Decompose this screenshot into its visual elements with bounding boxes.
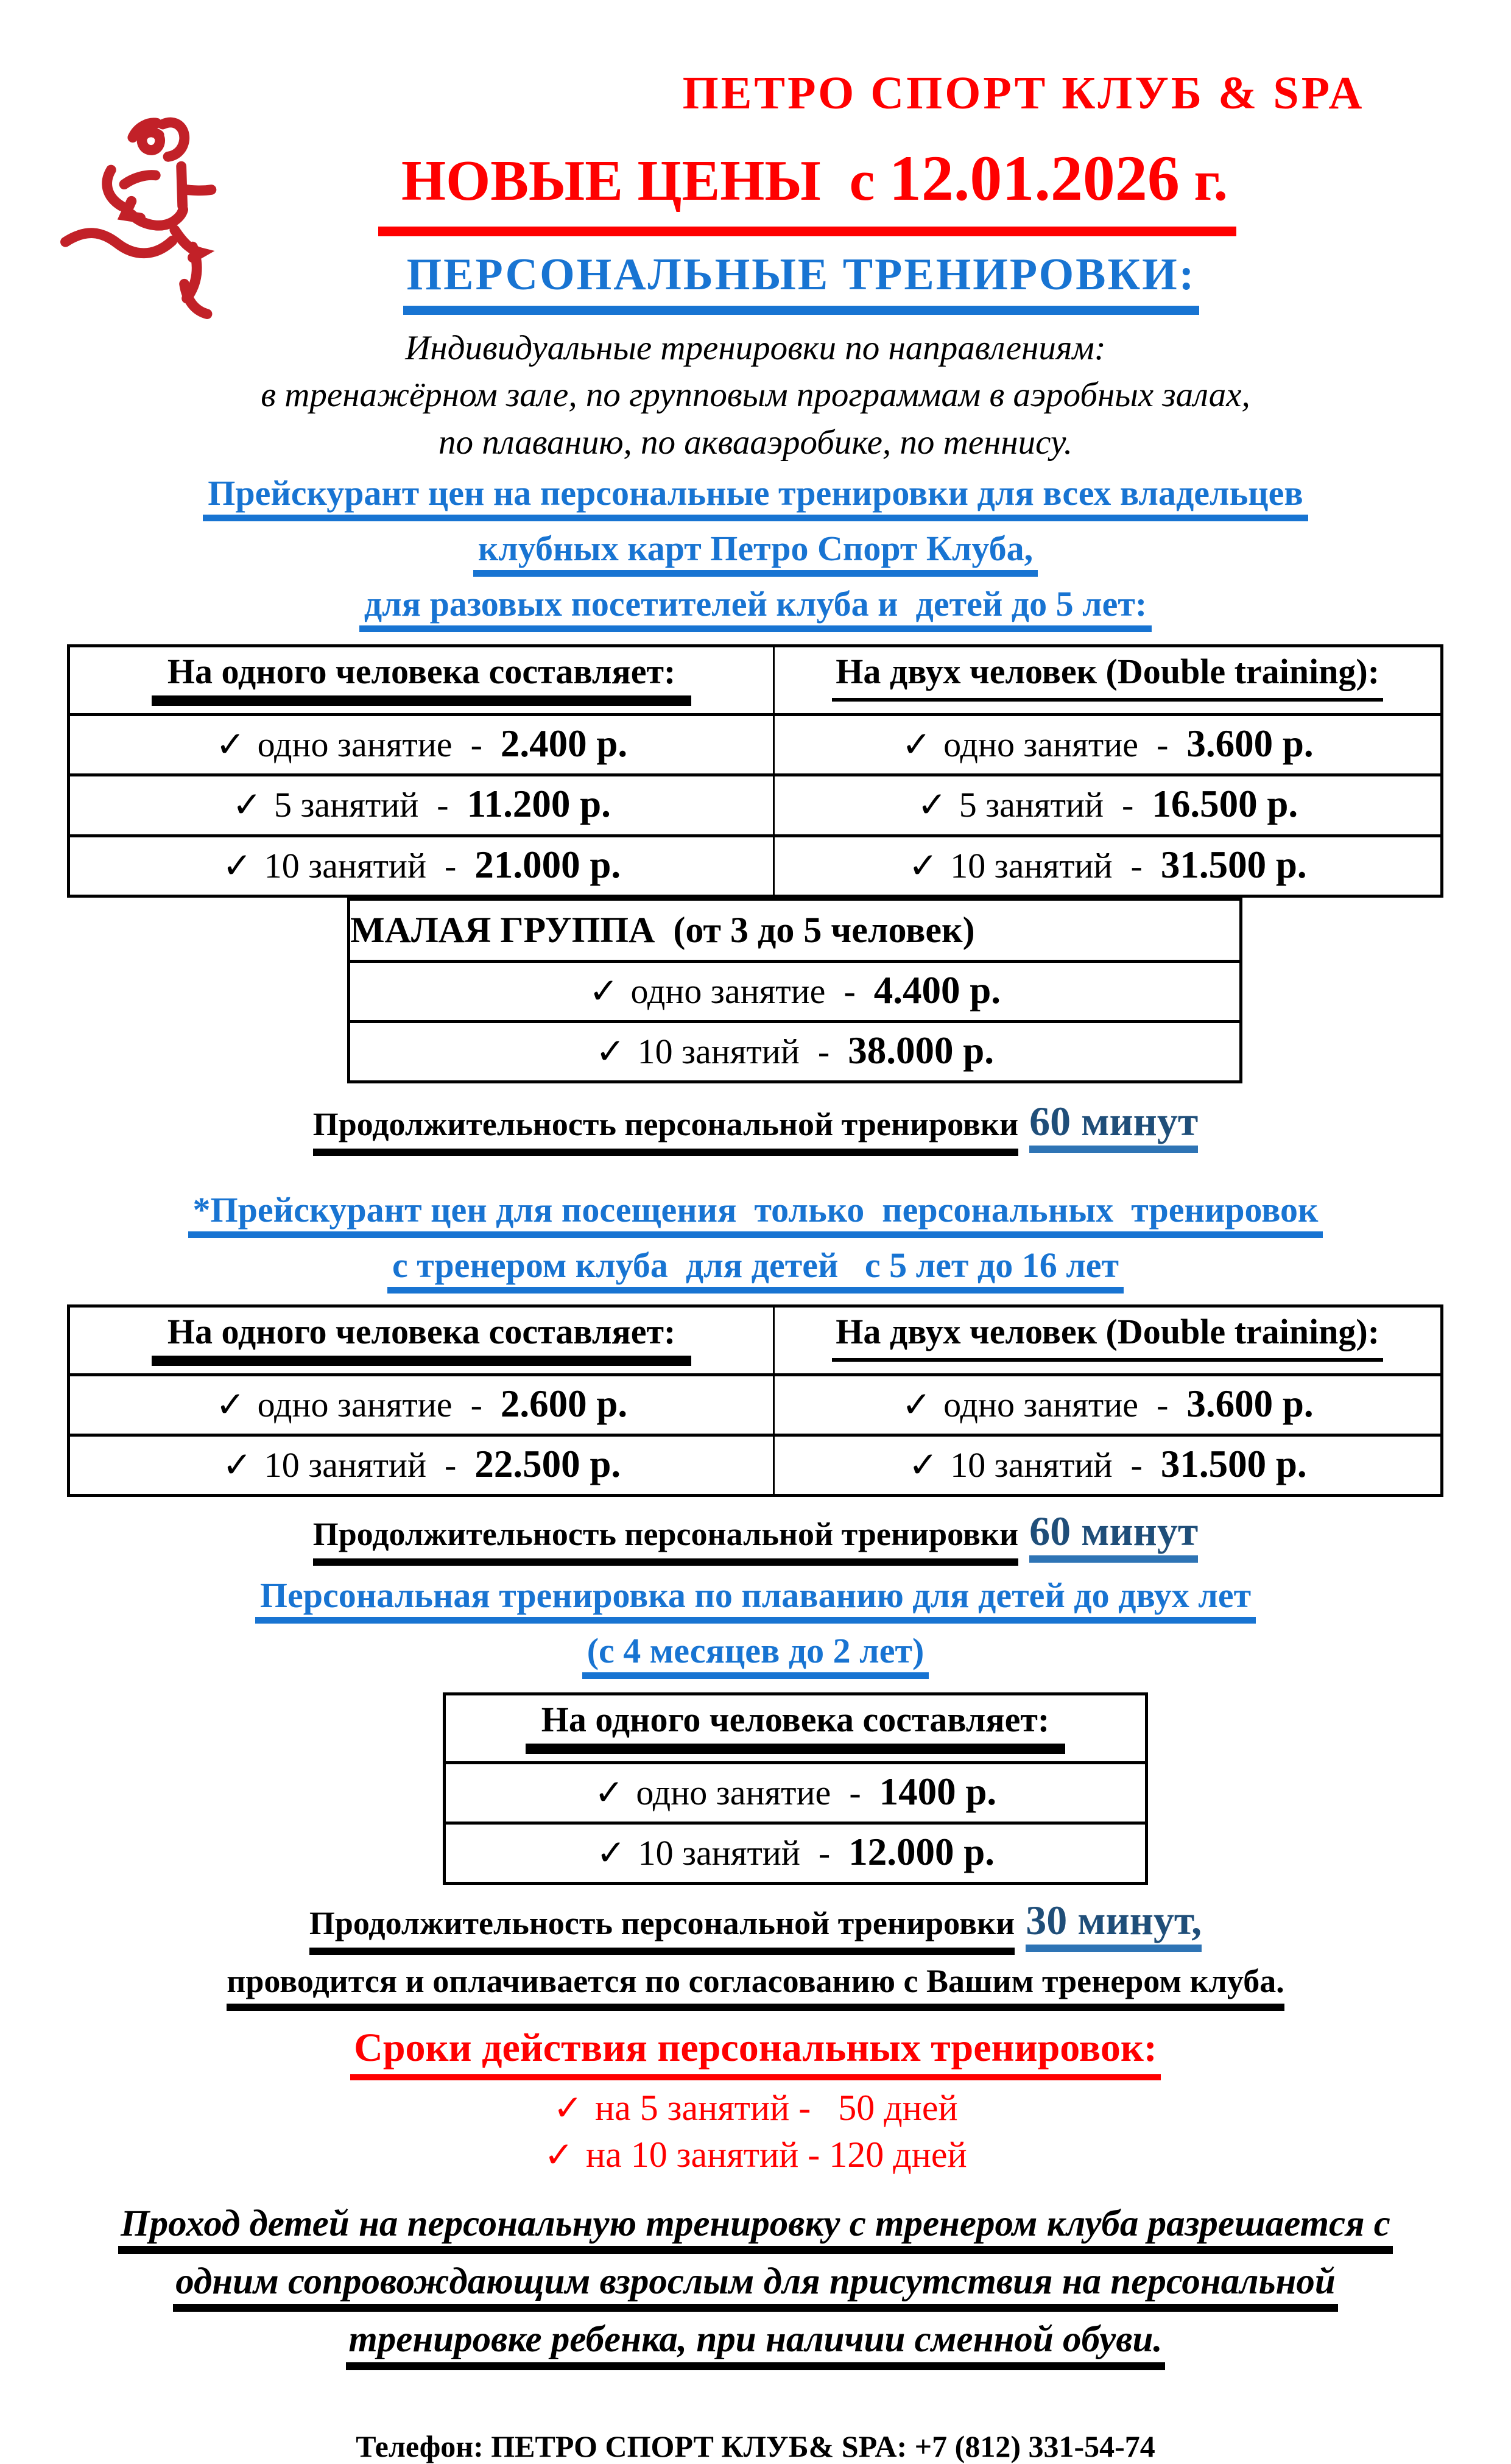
checkmark-icon: ✓ [901,725,932,765]
price-value: 22.500 р. [474,1442,621,1485]
intro-line: Индивидуальные тренировки по направлениям: [405,328,1106,367]
phone-line: Телефон: ПЕТРО СПОРТ КЛУБ& SPA: +7 (812) 331-54-74 [356,2429,1155,2463]
children-access-note [0,2196,1511,2370]
session-label: 10 занятий [264,1445,427,1485]
section-heading-line: клубных карт Петро Спорт Клуба, [473,531,1038,577]
validity-text: на 5 занятий - 50 дней [595,2087,958,2128]
price-value: 16.500 р. [1152,783,1298,826]
price-value: 31.500 р. [1160,843,1307,886]
checkmark-icon: ✓ [588,971,619,1011]
session-label: одно занятие [630,971,826,1011]
duration-value: 60 минут [1029,1507,1198,1563]
table-header-double: На двух человек (Double training): [773,647,1440,713]
session-label: одно занятие [257,725,453,765]
intro-line: по плаванию, по аквааэробике, по теннису. [438,423,1073,462]
intro-line: в тренажёрном зале, по групповым программам в аэробных залах, [261,376,1250,415]
note-line: тренировке ребенка, при наличии сменной обуви. [346,2319,1164,2370]
price-table-children [67,1304,1443,1497]
validity-item [0,2089,1511,2127]
duration-value: 30 минут, [1026,1896,1202,1952]
price-value: 3.600 р. [1186,722,1314,766]
note-line: одним сопровождающим взрослым для присутствия на персональной [173,2261,1338,2312]
price-value: 31.500 р. [1160,1442,1307,1485]
section-heading-line: Персональная тренировка по плаванию для детей до двух лет [255,1578,1256,1624]
note-line: Проход детей на персональную тренировку с тренером клуба разрешается с [118,2203,1393,2254]
validity-heading: Сроки действия персональных тренировок: [0,2027,1511,2080]
price-value: 21.000 р. [474,843,621,886]
table-row-cell [70,773,773,834]
new-prices-heading [104,136,1511,236]
table-header-single: На одного человека составляет: [446,1695,1145,1761]
price-dash: - [470,725,482,765]
table-row [446,1761,1145,1822]
checkmark-icon: ✓ [544,2135,574,2175]
price-value: 2.600 р. [500,1382,628,1425]
duration-value: 60 минут [1029,1097,1198,1153]
table-header-single: На одного человека составляет: [70,647,773,713]
price-dash: - [437,785,449,825]
table-row [350,1020,1239,1080]
price-table-swimming [443,1692,1148,1885]
checkmark-icon: ✓ [908,845,939,885]
checkmark-icon: ✓ [901,1384,932,1424]
table-header-single: На одного человека составляет: [70,1308,773,1373]
session-label: 10 занятий [950,845,1113,885]
price-value: 38.000 р. [848,1029,995,1072]
table-header-double: На двух человек (Double training): [773,1308,1440,1373]
checkmark-icon: ✓ [908,1445,939,1485]
table-row-cell [773,713,1440,773]
new-prices-suffix: г. [1179,149,1228,213]
club-name-title: ПЕТРО СПОРТ КЛУБ & SPA [682,68,1365,119]
duration-text: Продолжительность персональной тренировки [313,1100,1018,1156]
validity-item [0,2136,1511,2174]
session-label: одно занятие [636,1773,831,1812]
checkmark-icon: ✓ [222,1445,252,1485]
session-label: одно занятие [257,1384,453,1424]
price-dash: - [470,1384,482,1424]
price-value: 1400 р. [879,1770,997,1813]
session-label: 10 занятий [264,845,427,885]
price-table-adults [67,644,1443,897]
price-value: 4.400 р. [873,968,1001,1012]
duration-note-swimming [0,1896,1511,1955]
table-row [446,1822,1145,1882]
session-label: 10 занятий [637,1031,800,1071]
price-dash: - [445,1445,457,1485]
table-row [350,960,1239,1020]
duration-note-adults [0,1097,1511,1156]
session-label: 5 занятий [959,785,1104,825]
section-heading-line: для разовых посетителей клуба и детей до 5 лет: [359,586,1152,632]
session-label: одно занятие [943,725,1139,765]
section-heading-line: Прейскурант цен на персональные тренировки для всех владельцев [203,476,1308,521]
table-row-cell [70,713,773,773]
checkmark-icon: ✓ [553,2088,583,2128]
checkmark-icon: ✓ [596,1833,626,1873]
price-value: 2.400 р. [500,722,628,766]
table-row-cell [70,1434,773,1494]
duration-text: Продолжительность персональной тренировки [309,1899,1015,1955]
price-dash: - [818,1833,831,1873]
price-dash: - [1157,725,1169,765]
table-row-cell [773,773,1440,834]
new-prices-label: НОВЫЕ ЦЕНЫ с [401,149,889,213]
section-heading-line: (с 4 месяцев до 2 лет) [582,1633,929,1679]
personal-trainings-heading: ПЕРСОНАЛЬНЫЕ ТРЕНИРОВКИ: [91,252,1511,315]
payment-agreement-note: проводится и оплачивается по согласованию с Вашим тренером клуба. [0,1959,1511,2011]
session-label: 10 занятий [950,1445,1113,1485]
small-group-table [347,898,1242,1083]
price-dash: - [1130,1445,1143,1485]
checkmark-icon: ✓ [216,1384,245,1424]
duration-note-children [0,1507,1511,1566]
swimming-section-heading [0,1568,1511,1679]
session-label: 10 занятий [638,1833,800,1873]
table-row-cell [773,1434,1440,1494]
runner-logo-icon [41,78,252,346]
checkmark-icon: ✓ [232,785,262,825]
price-dash: - [1130,845,1143,885]
adults-section-heading [0,466,1511,632]
small-group-title: МАЛАЯ ГРУППА (от 3 до 5 человек) [350,909,975,950]
section-heading-line: с тренером клуба для детей с 5 лет до 16 лет [387,1248,1124,1294]
table-row-cell [70,1373,773,1434]
duration-text: Продолжительность персональной тренировки [313,1510,1018,1566]
new-prices-date: 12.01.2026 [889,142,1180,214]
checkmark-icon: ✓ [216,725,245,765]
price-value: 3.600 р. [1186,1382,1314,1425]
price-dash: - [1157,1384,1169,1424]
session-label: одно занятие [943,1384,1139,1424]
session-label: 5 занятий [273,785,419,825]
checkmark-icon: ✓ [222,845,252,885]
price-dash: - [445,845,457,885]
price-dash: - [817,1031,830,1071]
price-dash: - [844,971,856,1011]
price-value: 12.000 р. [848,1831,995,1874]
checkmark-icon: ✓ [594,1773,624,1812]
price-value: 11.200 р. [467,783,611,826]
table-row-cell [773,1373,1440,1434]
table-row-cell [70,834,773,895]
price-dash: - [1122,785,1134,825]
children-section-heading [0,1183,1511,1294]
section-heading-line: *Прейскурант цен для посещения только персональных тренировок [188,1192,1323,1238]
checkmark-icon: ✓ [595,1031,625,1071]
checkmark-icon: ✓ [917,785,947,825]
validity-text: на 10 занятий - 120 дней [586,2134,967,2175]
table-row-cell [773,834,1440,895]
price-dash: - [849,1773,861,1812]
